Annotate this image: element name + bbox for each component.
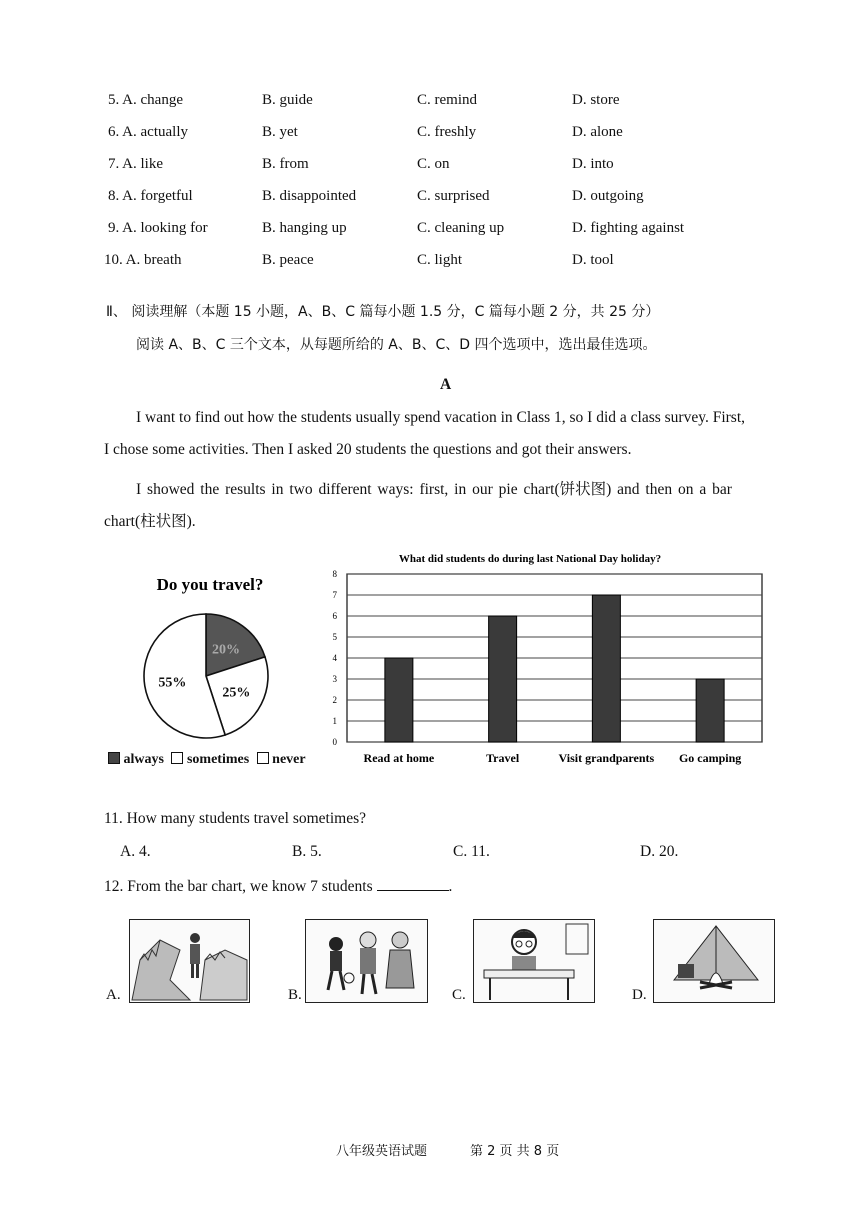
- answer-blank: [377, 876, 449, 891]
- bar: [592, 595, 620, 742]
- pie-legend: [108, 752, 306, 768]
- option-d: D. into: [572, 156, 614, 172]
- option-c: C. cleaning up: [417, 220, 505, 236]
- x-category-label: Go camping: [678, 751, 742, 765]
- option-c: C. surprised: [417, 188, 490, 204]
- x-category-label: Read at home: [363, 751, 435, 765]
- option-c: C. light: [417, 252, 463, 268]
- option-a: 5. A. change: [108, 92, 183, 108]
- option-c: C. freshly: [417, 124, 477, 140]
- bar-title: What did students do during last National Day holiday?: [398, 553, 662, 565]
- option-c: C. remind: [417, 92, 477, 108]
- option-a: 10. A. breath: [104, 252, 182, 268]
- option-d: D. fighting against: [572, 220, 685, 236]
- y-tick-label: 0: [332, 737, 337, 747]
- section-instruction: 阅读 A、B、C 三个文本，从每题所给的 A、B、C、D 四个选项中，选出最佳选项。: [136, 337, 657, 353]
- option-b: B. yet: [262, 124, 298, 140]
- pie-title: Do you travel?: [156, 575, 264, 594]
- option-d: D. alone: [572, 124, 623, 140]
- option-a: 8. A. forgetful: [108, 188, 193, 204]
- q12-option-a-label: A.: [106, 987, 121, 1003]
- pie-label: 20%: [212, 642, 241, 658]
- passage-line: I chose some activities. Then I asked 20 students the questions and got their answers.: [104, 441, 632, 458]
- legend-label: never: [272, 752, 306, 767]
- y-tick-label: 2: [332, 695, 337, 705]
- bar: [489, 616, 517, 742]
- passage-line: chart(柱状图).: [104, 513, 196, 530]
- option-d: D. store: [572, 92, 620, 108]
- q11-option-a: A. 4.: [120, 843, 151, 860]
- family-icon: [306, 920, 427, 1002]
- bar: [385, 658, 413, 742]
- great-wall-icon: [130, 920, 249, 1002]
- question-12-text: 12. From the bar chart, we know 7 students: [104, 878, 373, 895]
- question-12: [104, 876, 452, 896]
- camping-picture: [653, 919, 775, 1003]
- great-wall-picture: [129, 919, 250, 1003]
- passage-line: I want to find out how the students usually spend vacation in Class 1, so I did a class survey. First,: [136, 409, 746, 426]
- y-tick-label: 6: [332, 611, 337, 621]
- option-row: [0, 92, 867, 114]
- option-d: D. tool: [572, 252, 614, 268]
- y-tick-label: 8: [332, 569, 337, 579]
- option-a: 9. A. looking for: [108, 220, 208, 236]
- x-category-label: Visit grandparents: [558, 751, 655, 765]
- option-row: [0, 252, 867, 274]
- option-a: 7. A. like: [108, 156, 163, 172]
- passage-line: I showed the results in two different ways: first, in our pie chart(饼状图) and then on a bar: [136, 481, 732, 498]
- tent-icon: [654, 920, 774, 1002]
- option-b: B. guide: [262, 92, 313, 108]
- option-a: 6. A. actually: [108, 124, 188, 140]
- q11-option-d: D. 20.: [640, 843, 679, 860]
- option-d: D. outgoing: [572, 188, 644, 204]
- question-11: 11. How many students travel sometimes?: [104, 810, 367, 827]
- q11-option-b: B. 5.: [292, 843, 322, 860]
- option-c: C. on: [417, 156, 450, 172]
- reading-picture: [473, 919, 595, 1003]
- question-12-end: .: [448, 878, 453, 895]
- pie-label: 55%: [158, 675, 187, 691]
- grandparents-picture: [305, 919, 428, 1003]
- q11-option-c: C. 11.: [453, 843, 490, 860]
- part-title: A: [440, 376, 452, 393]
- q12-option-d-label: D.: [632, 987, 647, 1003]
- q12-option-c-label: C.: [452, 987, 466, 1003]
- option-row: [0, 188, 867, 210]
- legend-swatch-always: [108, 752, 120, 764]
- legend-label: sometimes: [186, 752, 250, 767]
- section-heading: Ⅱ、 阅读理解（本题 15 小题，A、B、C 篇每小题 1.5 分，C 篇每小题 2 分，共 25 分）: [106, 304, 660, 320]
- legend-swatch-never: [257, 752, 269, 764]
- option-b: B. from: [262, 156, 309, 172]
- y-tick-label: 5: [332, 632, 337, 642]
- option-row: [0, 156, 867, 178]
- option-b: B. disappointed: [262, 188, 357, 204]
- footer-page: 第 2 页 共 8 页: [470, 1144, 560, 1159]
- reading-icon: [474, 920, 594, 1002]
- legend-label: always: [123, 752, 164, 767]
- pie-label: 25%: [222, 685, 251, 701]
- option-b: B. hanging up: [262, 220, 347, 236]
- option-row: [0, 220, 867, 242]
- footer-exam: 八年级英语试题: [336, 1144, 428, 1159]
- x-category-label: Travel: [486, 751, 520, 765]
- q12-option-b-label: B.: [288, 987, 302, 1003]
- y-tick-label: 3: [332, 674, 337, 684]
- option-row: [0, 124, 867, 146]
- y-tick-label: 7: [332, 590, 337, 600]
- y-tick-label: 1: [332, 716, 337, 726]
- bar: [696, 679, 724, 742]
- legend-swatch-sometimes: [171, 752, 183, 764]
- bar-chart: [325, 548, 795, 773]
- y-tick-label: 4: [332, 653, 337, 663]
- option-b: B. peace: [262, 252, 314, 268]
